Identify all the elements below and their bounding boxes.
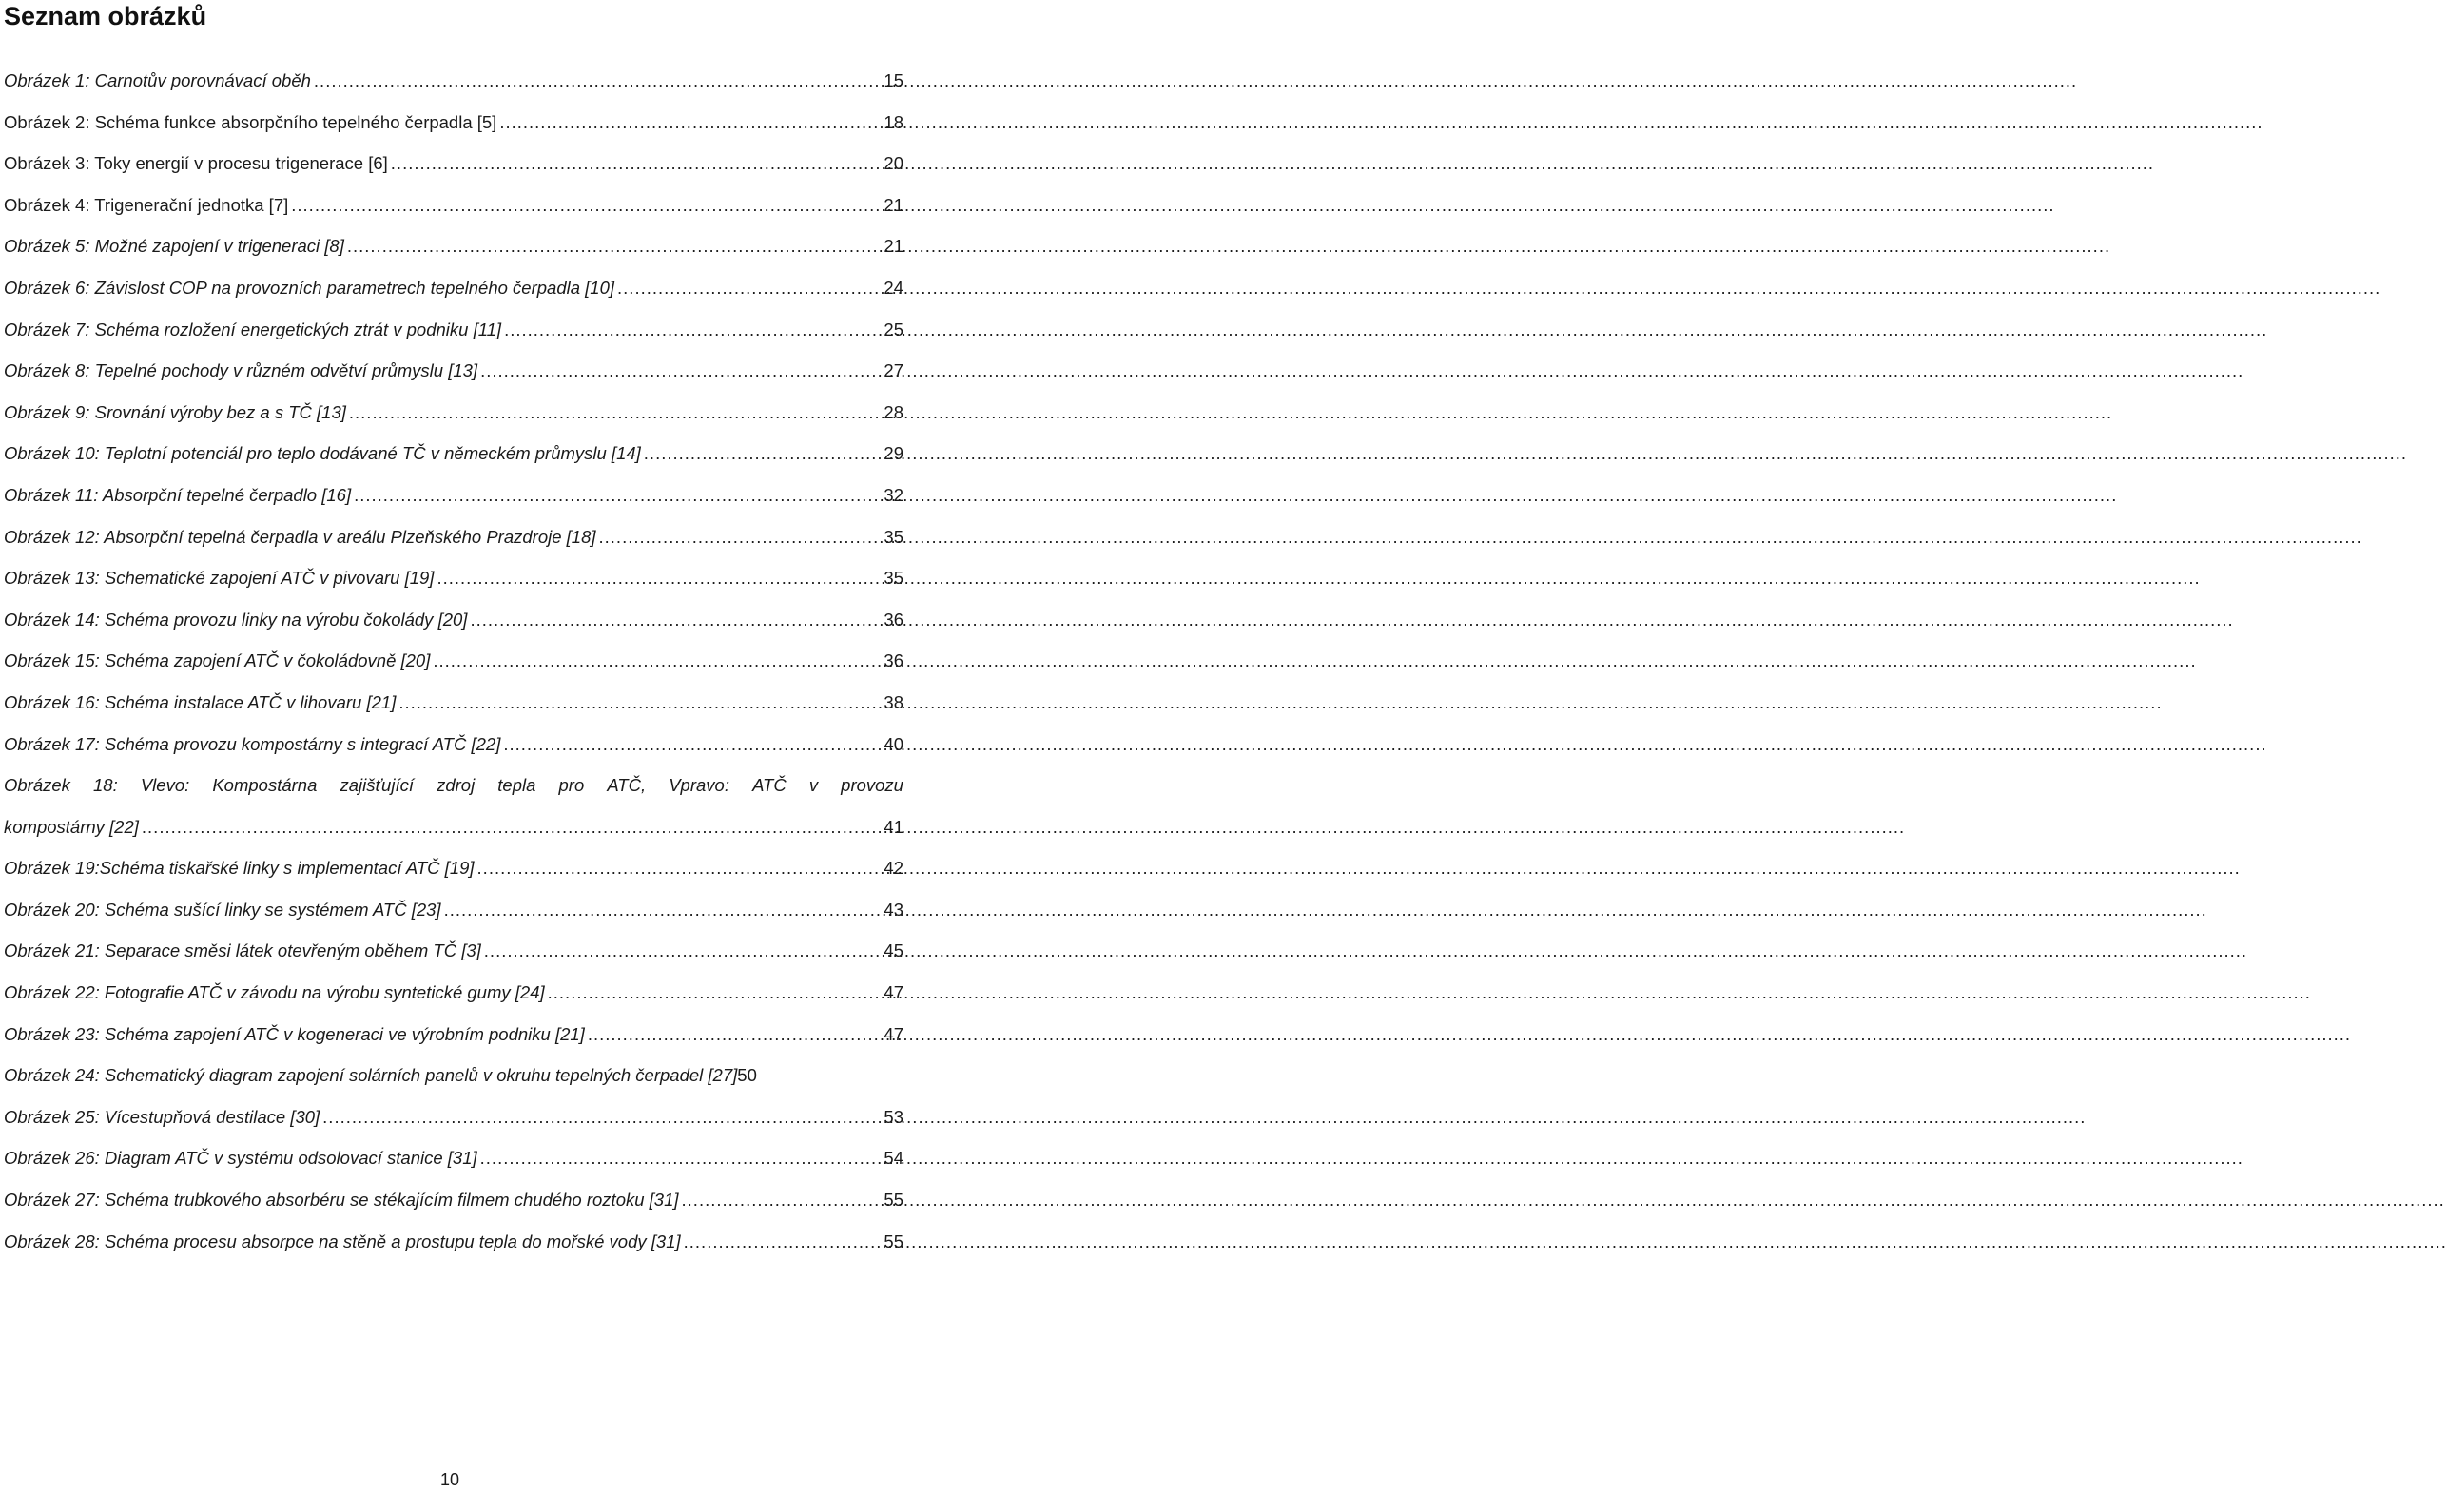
entry-text: Obrázek 11: Absorpční tepelné čerpadlo [16] — [4, 484, 352, 505]
toc-entry[interactable] — [4, 1096, 903, 1138]
entry-page-number: 40 — [884, 733, 903, 754]
entry-text: Obrázek 9: Srovnání výroby bez a s TČ [13] — [4, 401, 346, 422]
dot-leader — [398, 682, 881, 724]
entry-text: Obrázek 25: Vícestupňová destilace [30] — [4, 1106, 320, 1127]
dot-leader — [644, 433, 882, 475]
dot-leader — [480, 1137, 882, 1179]
entry-text: Obrázek 7: Schéma rozložení energetických ztrát v podniku [11] — [4, 319, 502, 339]
entry-text: Obrázek 24: Schematický diagram zapojení solárních panelů v okruhu tepelných čerpadel [27] — [4, 1065, 738, 1086]
toc-entry[interactable] — [4, 433, 903, 475]
entry-text: Obrázek 2: Schéma funkce absorpčního tepelného čerpadla [5] — [4, 111, 497, 132]
toc-entry[interactable] — [4, 640, 903, 682]
entry-page-number: 45 — [884, 940, 903, 961]
dot-leader — [347, 225, 882, 267]
dot-leader — [548, 972, 882, 1014]
entry-text: Obrázek 22: Fotografie ATČ v závodu na výrobu syntetické gumy [24] — [4, 982, 545, 1003]
toc-entry[interactable] — [4, 143, 903, 184]
entry-page-number: 36 — [884, 609, 903, 630]
entry-text: Obrázek 8: Tepelné pochody v různém odvětví průmyslu [13] — [4, 360, 478, 381]
entry-page-number: 28 — [884, 401, 903, 422]
dot-leader — [433, 640, 881, 682]
entry-page-number: 35 — [884, 526, 903, 547]
entry-text: Obrázek 1: Carnotův porovnávací oběh — [4, 70, 311, 90]
entry-page-number: 53 — [884, 1106, 903, 1127]
entry-page-number: 47 — [884, 1023, 903, 1044]
dot-leader — [291, 184, 881, 226]
entry-page-number: 54 — [884, 1148, 903, 1169]
entry-text: Obrázek 23: Schéma zapojení ATČ v kogeneraci ve výrobním podniku [21] — [4, 1023, 585, 1044]
entry-text: Obrázek 28: Schéma procesu absorpce na stěně a prostupu tepla do mořské vody [31] — [4, 1231, 681, 1251]
dot-leader — [480, 350, 881, 392]
toc-entry[interactable] — [4, 557, 903, 599]
entry-page-number: 41 — [884, 816, 903, 837]
entry-text: Obrázek 12: Absorpční tepelná čerpadla v areálu Plzeňského Prazdroje [18] — [4, 526, 596, 547]
toc-entry[interactable] — [4, 1179, 903, 1221]
entry-page-number: 55 — [884, 1190, 903, 1211]
toc-entry[interactable] — [4, 765, 903, 847]
entry-text: Obrázek 14: Schéma provozu linky na výrobu čokolády [20] — [4, 609, 468, 630]
toc-entry[interactable] — [4, 225, 903, 267]
entry-page-number: 21 — [884, 236, 903, 257]
toc-entry[interactable] — [4, 847, 903, 889]
entry-page-number: 55 — [884, 1231, 903, 1251]
toc-entry[interactable] — [4, 1055, 903, 1096]
toc-entry[interactable] — [4, 972, 903, 1014]
entry-page-number: 43 — [884, 899, 903, 920]
entry-page-number: 35 — [884, 568, 903, 589]
toc-entry[interactable] — [4, 475, 903, 516]
toc-entry[interactable] — [4, 930, 903, 972]
dot-leader — [349, 392, 882, 434]
entry-word: zdroj — [437, 775, 476, 796]
dot-leader — [437, 557, 881, 599]
page-title: Seznam obrázků — [4, 2, 207, 30]
entry-word: Vlevo: — [140, 775, 190, 796]
toc-entry[interactable] — [4, 724, 903, 766]
entry-text: Obrázek 15: Schéma zapojení ATČ v čokoládovně [20] — [4, 650, 431, 671]
entry-text: Obrázek 10: Teplotní potenciál pro teplo dodávané TČ v německém průmyslu [14] — [4, 443, 641, 464]
dot-leader — [444, 889, 882, 931]
entry-page-number: 15 — [884, 70, 903, 90]
entry-text: Obrázek 13: Schematické zapojení ATČ v pivovaru [19] — [4, 568, 435, 589]
toc-entry[interactable] — [4, 599, 903, 641]
entry-word: zajišťující — [340, 775, 414, 796]
entry-page-number: 27 — [884, 360, 903, 381]
entry-word: v — [808, 775, 819, 796]
dot-leader — [477, 847, 882, 889]
dot-leader — [314, 60, 882, 102]
dot-leader — [391, 143, 882, 184]
entry-page-number: 29 — [884, 443, 903, 464]
entry-page-number: 24 — [884, 277, 903, 298]
toc-entry[interactable] — [4, 889, 903, 931]
entry-word: 18: — [93, 775, 118, 796]
entry-text: Obrázek 26: Diagram ATČ v systému odsolovací stanice [31] — [4, 1148, 477, 1169]
dot-leader — [470, 599, 881, 641]
entry-page-number: 20 — [884, 153, 903, 174]
toc-entry[interactable] — [4, 184, 903, 226]
entry-page-number: 18 — [884, 111, 903, 132]
toc-entry[interactable] — [4, 682, 903, 724]
figure-list — [4, 60, 903, 1262]
entry-word: Kompostárna — [212, 775, 318, 796]
entry-word: Obrázek — [4, 775, 70, 796]
entry-page-number: 21 — [884, 194, 903, 215]
entry-word: Vpravo: — [669, 775, 729, 796]
dot-leader — [682, 1179, 882, 1221]
toc-entry[interactable] — [4, 1221, 903, 1263]
toc-entry[interactable] — [4, 516, 903, 558]
entry-text: Obrázek 27: Schéma trubkového absorbéru se stékajícím filmem chudého roztoku [31] — [4, 1190, 679, 1211]
entry-text: Obrázek 20: Schéma sušící linky se systémem ATČ [23] — [4, 899, 441, 920]
entry-word: pro — [558, 775, 585, 796]
dot-leader — [684, 1221, 882, 1263]
entry-word: provozu — [841, 775, 903, 796]
dot-leader — [503, 724, 881, 766]
entry-page-number: 47 — [884, 982, 903, 1003]
dot-leader — [484, 930, 882, 972]
entry-text: Obrázek 16: Schéma instalace ATČ v lihovaru [21] — [4, 691, 397, 712]
dot-leader — [499, 102, 881, 144]
entry-page-number: 42 — [884, 858, 903, 879]
toc-entry[interactable] — [4, 392, 903, 434]
toc-entry[interactable] — [4, 267, 903, 309]
entry-text: Obrázek 4: Trigenerační jednotka [7] — [4, 194, 289, 215]
toc-entry[interactable] — [4, 60, 903, 102]
entry-page-number: 50 — [737, 1065, 757, 1086]
dot-leader — [617, 267, 881, 309]
entry-word: ATČ, — [607, 775, 647, 796]
toc-entry[interactable] — [4, 1137, 903, 1179]
entry-text: Obrázek 21: Separace směsi látek otevřeným oběhem TČ [3] — [4, 940, 481, 961]
dot-leader — [599, 516, 882, 558]
toc-entry[interactable] — [4, 350, 903, 392]
entry-word: tepla — [497, 775, 536, 796]
dot-leader — [588, 1014, 882, 1056]
entry-text: Obrázek 6: Závislost COP na provozních parametrech tepelného čerpadla [10] — [4, 277, 615, 298]
entry-text: Obrázek 3: Toky energií v procesu trigenerace [6] — [4, 153, 388, 174]
entry-text: Obrázek 5: Možné zapojení v trigeneraci [8] — [4, 236, 344, 257]
entry-page-number: 38 — [884, 691, 903, 712]
entry-text: kompostárny [22] — [4, 816, 139, 837]
entry-text: Obrázek 19:Schéma tiskařské linky s implementací ATČ [19] — [4, 858, 475, 879]
toc-entry[interactable] — [4, 102, 903, 144]
entry-page-number: 32 — [884, 484, 903, 505]
entry-page-number: 25 — [884, 319, 903, 339]
dot-leader — [142, 806, 882, 848]
entry-page-number: 36 — [884, 650, 903, 671]
dot-leader — [504, 309, 881, 351]
toc-entry[interactable] — [4, 1014, 903, 1056]
toc-entry[interactable] — [4, 309, 903, 351]
page-number: 10 — [439, 1470, 460, 1489]
entry-text-line1 — [4, 765, 903, 806]
dot-leader — [322, 1096, 881, 1138]
dot-leader — [354, 475, 881, 516]
entry-text: Obrázek 17: Schéma provozu kompostárny s integrací ATČ [22] — [4, 733, 501, 754]
entry-word: ATČ — [752, 775, 787, 796]
